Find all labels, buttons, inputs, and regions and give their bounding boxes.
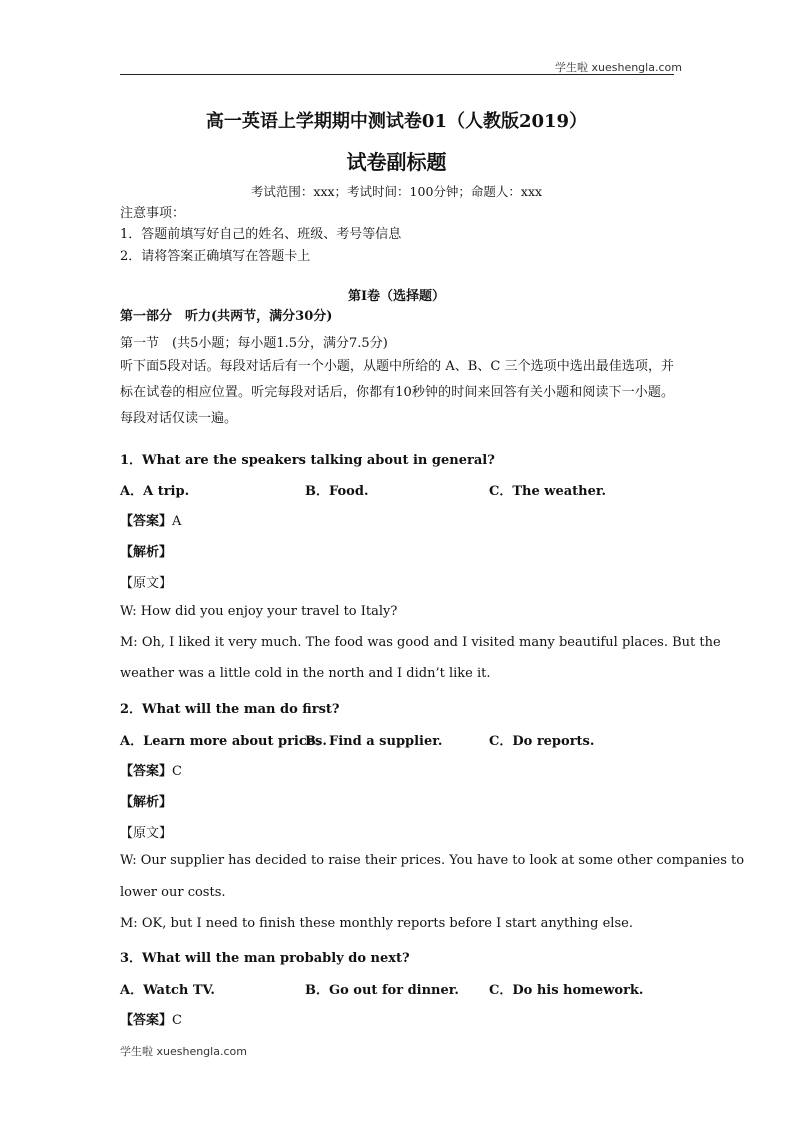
section-title: 第I卷（选择题） <box>347 289 446 304</box>
question-stem: 3．What will the man probably do next? <box>120 951 410 966</box>
option-a: A．Watch TV. <box>120 983 215 998</box>
header-rule <box>120 74 674 75</box>
notes-heading: 注意事项： <box>120 206 186 221</box>
option-b: B．Find a supplier. <box>305 734 443 749</box>
answer-line <box>120 510 181 529</box>
transcript-line: weather was a little cold in the north and I didn’t like it. <box>120 666 491 681</box>
question-stem: 1．What are the speakers talking about in general? <box>120 453 495 468</box>
option-a: A．A trip. <box>120 484 190 499</box>
transcript-line: lower our costs. <box>120 885 226 900</box>
document-subtitle: 试卷副标题 <box>346 150 447 174</box>
transcript-line: M: OK, but I need to finish these monthly reports before I start anything else. <box>120 916 633 931</box>
option-b: B．Go out for dinner. <box>305 983 459 998</box>
document-title: 高一英语上学期期中测试卷01（人教版2019） <box>205 111 588 132</box>
answer-label: 【答案】 <box>120 514 173 529</box>
answer-value: A <box>172 514 182 529</box>
transcript-line: W: How did you enjoy your travel to Italy? <box>120 604 398 619</box>
header-watermark: 学生啦 xueshengla.com <box>555 61 682 74</box>
answer-value: C <box>172 1013 182 1028</box>
footer-watermark: 学生啦 xueshengla.com <box>120 1045 247 1058</box>
transcript-label: 【原文】 <box>120 826 173 841</box>
exam-info: 考试范围：xxx；考试时间：100分钟；命题人：xxx <box>250 184 543 199</box>
analysis-label: 【解析】 <box>120 545 173 560</box>
transcript-label: 【原文】 <box>120 576 173 591</box>
answer-label: 【答案】 <box>120 1013 173 1028</box>
transcript-line: M: Oh, I liked it very much. The food was good and I visited many beautiful places. But the <box>120 635 721 650</box>
answer-line <box>120 760 182 779</box>
transcript-line: W: Our supplier has decided to raise their prices. You have to look at some other companies to <box>120 853 745 868</box>
answer-value: C <box>172 764 182 779</box>
instructions-paragraph: 听下面5段对话。每段对话后有一个小题，从题中所给的 A、B、C 三个选项中选出最佳选项，并标在试卷的相应位置。听完每段对话后，你都有10秒钟的时间来回答有关小题和阅读下一小题。每段对话仅读一遍。 <box>120 359 674 426</box>
answer-line <box>120 1009 182 1028</box>
option-c: C．Do reports. <box>489 734 595 749</box>
note-item: 2．请将答案正确填写在答题卡上 <box>120 249 311 264</box>
option-a: A．Learn more about prices. <box>120 734 327 749</box>
note-item: 1．答题前填写好自己的姓名、班级、考号等信息 <box>120 227 402 242</box>
question-stem: 2．What will the man do first? <box>120 702 340 717</box>
option-b: B．Food. <box>305 484 369 499</box>
option-c: C．Do his homework. <box>489 983 644 998</box>
answer-label: 【答案】 <box>120 764 173 779</box>
analysis-label: 【解析】 <box>120 795 173 810</box>
option-c: C．The weather. <box>489 484 607 499</box>
part-title: 第一部分 听力(共两节，满分30分) <box>120 309 333 324</box>
subsection-title: 第一节 (共5小题；每小题1.5分，满分7.5分) <box>120 336 388 351</box>
